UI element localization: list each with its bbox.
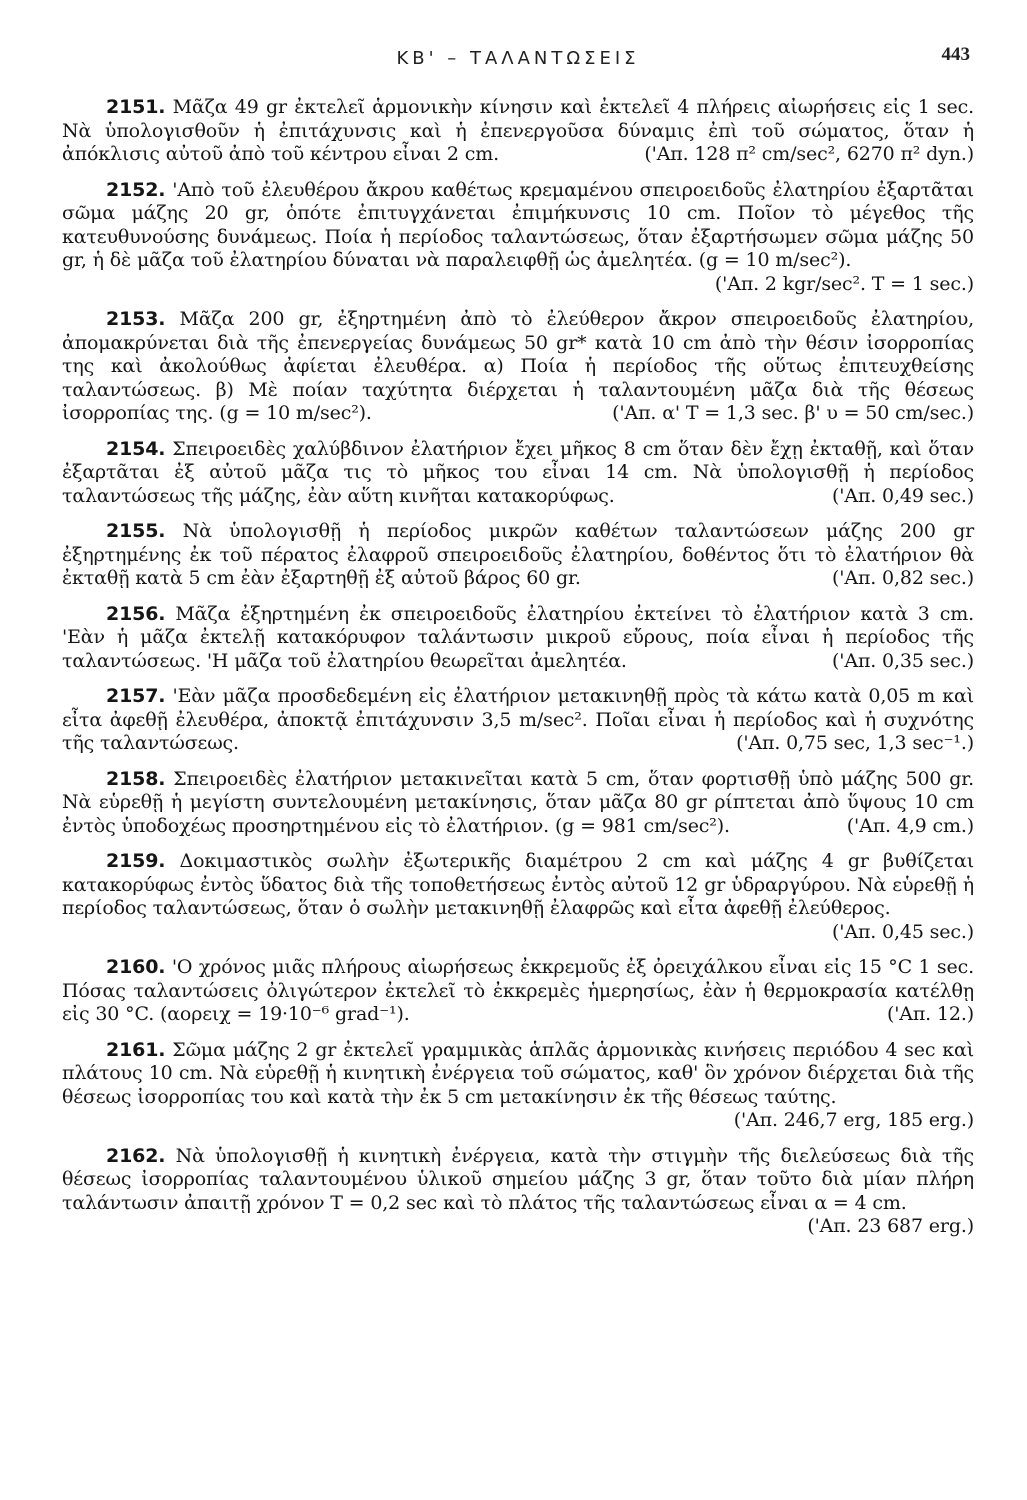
problem-text: Μᾶζα 49 gr ἐκτελεῖ ἁρμονικὴν κίνησιν καὶ ἐκτελεῖ 4 πλήρεις αἰωρήσεις εἰς 1 sec. Νὰ ὑπολογισθοῦν ἡ ἐπιτάχυνσις καὶ ἡ ἐπενεργοῦσα δύναμις ἐπὶ τοῦ σώματος, ὅταν ἡ ἀπόκλισις αὐτοῦ ἀπὸ τοῦ κέντρου εἶναι 2 cm. (62, 96, 975, 165)
problem-2153 (62, 308, 974, 426)
problem-answer: ('Απ. 2 kgr/sec². T = 1 sec.) (714, 272, 974, 295)
problem-2151 (62, 96, 974, 167)
problem-answer: ('Απ. 23 687 erg.) (807, 1215, 974, 1237)
problem-text: Μᾶζα ἐξηρτημένη ἐκ σπειροειδοῦς ἐλατηρίου ἐκτείνει τὸ ἐλατήριον κατὰ 3 cm. 'Εὰν ἡ μᾶζα ἐκτελῇ κατακόρυφον ταλάντωσιν μικροῦ εὔρους, ποία εἶναι ἡ περίοδος τῆς ταλαντώσεως. 'Η μᾶζα τοῦ ἐλατηρίου θεωρεῖται ἀμελητέα. (62, 602, 974, 672)
problem-text: Νὰ ὑπολογισθῇ ἡ κινητικὴ ἐνέργεια, κατὰ τὴν στιγμὴν τῆς διελεύσεως διὰ τῆς θέσεως ἰσορροπίας ταλαντουμένου ὑλικοῦ σημείου μάζης 3 gr, ὅταν τοῦτο διὰ μίαν πλήρη ταλάντωσιν ἀπαιτῇ χρόνον T = 0,2 sec καὶ τὸ πλάτος τῆς ταλαντώσεως εἶναι α = 4 cm. (62, 1144, 974, 1214)
problem-text: Σῶμα μάζης 2 gr ἐκτελεῖ γραμμικὰς ἁπλᾶς ἁρμονικὰς κινήσεις περιόδου 4 sec καὶ πλάτους 10 cm. Νὰ εὑρεθῇ ἡ κινητικὴ ἐνέργεια τοῦ σώματος, καθ' ὃν χρόνον διέρχεται διὰ τῆς θέσεως ἰσορροπίας του καὶ κατὰ τὴν ἐκ 5 cm μετακίνησιν ἐκ τῆς θέσεως ταύτης. (62, 1038, 974, 1108)
problem-2161 (62, 1039, 974, 1133)
problem-answer: ('Απ. α' T = 1,3 sec. β' υ = 50 cm/sec.) (612, 402, 974, 424)
running-header (62, 38, 974, 78)
problem-number: 2160. (106, 956, 166, 978)
problem-text: 'Εὰν μᾶζα προσδεδεμένη εἰς ἐλατήριον μετακινηθῇ πρὸς τὰ κάτω κατὰ 0,05 m καὶ εἶτα ἀφεθῇ ἐλευθέρα, ἀποκτᾷ ἐπιτάχυνσιν 3,5 m/sec². Ποῖαι εἶναι ἡ περίοδος καὶ ἡ συχνότης τῆς ταλαντώσεως. (62, 685, 975, 754)
problem-number: 2151. (106, 96, 166, 118)
problem-list (62, 96, 974, 1239)
problem-2155 (62, 520, 974, 591)
problem-number: 2153. (106, 308, 166, 330)
problem-number: 2152. (106, 178, 166, 201)
problem-text: 'Ο χρόνος μιᾶς πλήρους αἰωρήσεως ἐκκρεμοῦς ἐξ ὀρειχάλκου εἶναι εἰς 15 °C 1 sec. Πόσας ταλαντώσεις ὀλιγώτερον ἐκτελεῖ τὸ ἐκκρεμὲς ἡμερησίως, ἐὰν ἡ θερμοκρασία κατέλθῃ εἰς 30 °C. (αορειχ = 19·10⁻⁶ grad⁻¹). (62, 956, 974, 1025)
problem-answer: ('Απ. 0,35 sec.) (832, 649, 974, 672)
problem-number: 2162. (106, 1144, 166, 1167)
problem-2156 (62, 603, 974, 674)
problem-2157 (62, 685, 974, 756)
problem-text: Σπειροειδὲς χαλύβδινον ἐλατήριον ἔχει μῆκος 8 cm ὅταν δὲν ἔχῃ ἐκταθῇ, καὶ ὅταν ἐξαρτᾶται ἐξ αὐτοῦ μᾶζα τις τὸ μῆκος του εἶναι 14 cm. Νὰ ὑπολογισθῇ ἡ περίοδος ταλαντώσεως τῆς μάζης, ἐὰν αὕτη κινῆται κατακορύφως. (62, 437, 974, 507)
problem-answer: ('Απ. 0,82 sec.) (832, 567, 974, 589)
page-number: 443 (941, 44, 970, 65)
problem-2154 (62, 438, 974, 509)
problem-number: 2154. (106, 437, 166, 460)
chapter-title: ΚΒ' – ΤΑΛΑΝΤΩΣΕΙΣ (396, 48, 640, 69)
problem-2152 (62, 179, 974, 297)
problem-number: 2157. (106, 685, 166, 707)
problem-answer: ('Απ. 246,7 erg, 185 erg.) (733, 1109, 974, 1131)
problem-answer: ('Απ. 4,9 cm.) (846, 814, 974, 837)
problem-answer: ('Απ. 12.) (886, 1003, 974, 1025)
problem-answer: ('Απ. 128 π² cm/sec², 6270 π² dyn.) (644, 143, 974, 165)
problem-2159 (62, 850, 974, 944)
problem-2162 (62, 1145, 974, 1239)
problem-answer: ('Απ. 0,49 sec.) (832, 484, 974, 507)
problem-number: 2155. (106, 520, 166, 542)
problem-text: Μᾶζα 200 gr, ἐξηρτημένη ἀπὸ τὸ ἐλεύθερον ἄκρον σπειροειδοῦς ἐλατηρίου, ἀπομακρύνεται διὰ τῆς ἐπενεργείας δυνάμεως 50 gr* κατὰ 10 cm ἀπὸ τὴν θέσιν ἰσορροπίας της καὶ ἀκολούθως ἀφίεται ἐλευθέρα. α) Ποία ἡ περίοδος τῆς οὕτως ἐπιτευχθείσης ταλαντώσεως. β) Μὲ ποίαν ταχύτητα διέρχεται ἡ ταλαντουμένη μᾶζα διὰ τῆς θέσεως ἰσορροπίας της. (g = 10 m/sec²). (62, 308, 974, 424)
book-page (62, 38, 974, 1478)
problem-number: 2161. (106, 1038, 166, 1061)
problem-text: Δοκιμαστικὸς σωλὴν ἐξωτερικῆς διαμέτρου 2 cm καὶ μάζης 4 gr βυθίζεται κατακορύφως ἐντὸς ὕδατος διὰ τῆς τοποθετήσεως ἐντὸς αὐτοῦ 12 gr ὑδραργύρου. Νὰ εὑρεθῇ ἡ περίοδος ταλαντώσεως, ὅταν ὁ σωλὴν μετακινηθῇ ἐλαφρῶς καὶ εἶτα ἀφεθῇ ἐλεύθερος. (62, 850, 975, 919)
problem-number: 2158. (106, 767, 166, 790)
problem-number: 2159. (106, 850, 166, 872)
problem-answer: ('Απ. 0,75 sec, 1,3 sec⁻¹.) (736, 732, 974, 754)
problem-text: Σπειροειδὲς ἐλατήριον μετακινεῖται κατὰ 5 cm, ὅταν φορτισθῇ ὑπὸ μάζης 500 gr. Νὰ εὑρεθῇ ἡ μεγίστη συντελουμένη μετακίνησις, ὅταν μᾶζα 80 gr ρίπτεται ἀπὸ ὕψους 10 cm ἐντὸς ὑποδοχέως προσηρτημένου εἰς τὸ ἐλατήριον. (g = 981 cm/sec²). (62, 767, 974, 837)
problem-text: Νὰ ὑπολογισθῇ ἡ περίοδος μικρῶν καθέτων ταλαντώσεων μάζης 200 gr ἐξηρτημένης ἐκ τοῦ πέρατος ἐλαφροῦ σπειροειδοῦς ἐλατηρίου, δοθέντος ὅτι τὸ ἐλατήριον θὰ ἐκταθῇ κατὰ 5 cm ἐὰν ἐξαρτηθῇ ἐξ αὐτοῦ βάρος 60 gr. (62, 520, 975, 589)
problem-answer: ('Απ. 0,45 sec.) (832, 920, 974, 943)
problem-2158 (62, 768, 974, 839)
problem-text: 'Απὸ τοῦ ἐλευθέρου ἄκρου καθέτως κρεμαμένου σπειροειδοῦς ἐλατηρίου ἐξαρτᾶται σῶμα μάζης 20 gr, ὁπότε ἐπιτυγχάνεται ἐπιμήκυνσις 10 cm. Ποῖον τὸ μέγεθος τῆς κατευθυνούσης δυνάμεως. Ποία ἡ περίοδος ταλαντώσεως, ὅταν ἐξαρτήσωμεν σῶμα μάζης 50 gr, ἡ δὲ μᾶζα τοῦ ἐλατηρίου δύναται νὰ παραλειφθῇ ὡς ἀμελητέα. (g = 10 m/sec²). (62, 178, 974, 271)
problem-2160 (62, 956, 974, 1027)
problem-number: 2156. (106, 602, 166, 625)
